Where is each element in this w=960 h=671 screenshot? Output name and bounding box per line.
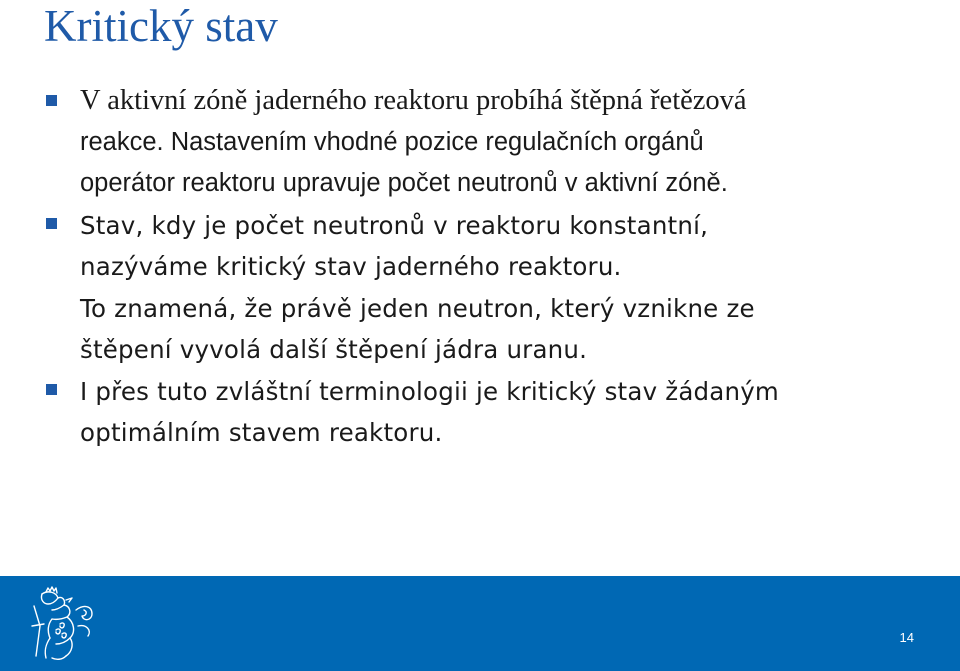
slide-title: Kritický stav — [44, 1, 278, 51]
square-bullet-icon — [46, 95, 57, 106]
bullet-line: I přes tuto zvláštní terminologii je kritický stav žádaným — [80, 376, 779, 406]
bullet-item — [44, 205, 924, 371]
bullet-line: V aktivní zóně jaderného reaktoru probíhá štěpná řetězová — [80, 85, 747, 116]
bullet-item — [44, 371, 924, 454]
bullet-line: operátor reaktoru upravuje počet neutronů v aktivní zóně. — [80, 169, 728, 197]
bullet-line: štěpení vyvolá další štěpení jádra uranu. — [80, 335, 588, 364]
bullet-line: reakce. Nastavením vhodné pozice regulačních orgánů — [80, 127, 704, 156]
square-bullet-icon — [46, 218, 57, 229]
heraldic-lion-logo-icon — [22, 586, 132, 664]
bullet-line: Stav, kdy je počet neutronů v reaktoru konstantní, — [80, 210, 709, 240]
bullet-item — [44, 80, 924, 205]
bullet-line: nazýváme kritický stav jaderného reaktoru. — [80, 252, 622, 281]
square-bullet-icon — [46, 384, 57, 395]
bullet-line: To znamená, že právě jeden neutron, který vznikne ze — [80, 293, 755, 323]
footer-bar — [0, 576, 960, 671]
bullet-list — [44, 80, 924, 454]
bullet-line: optimálním stavem reaktoru. — [80, 418, 443, 447]
page-number: 14 — [899, 630, 914, 645]
